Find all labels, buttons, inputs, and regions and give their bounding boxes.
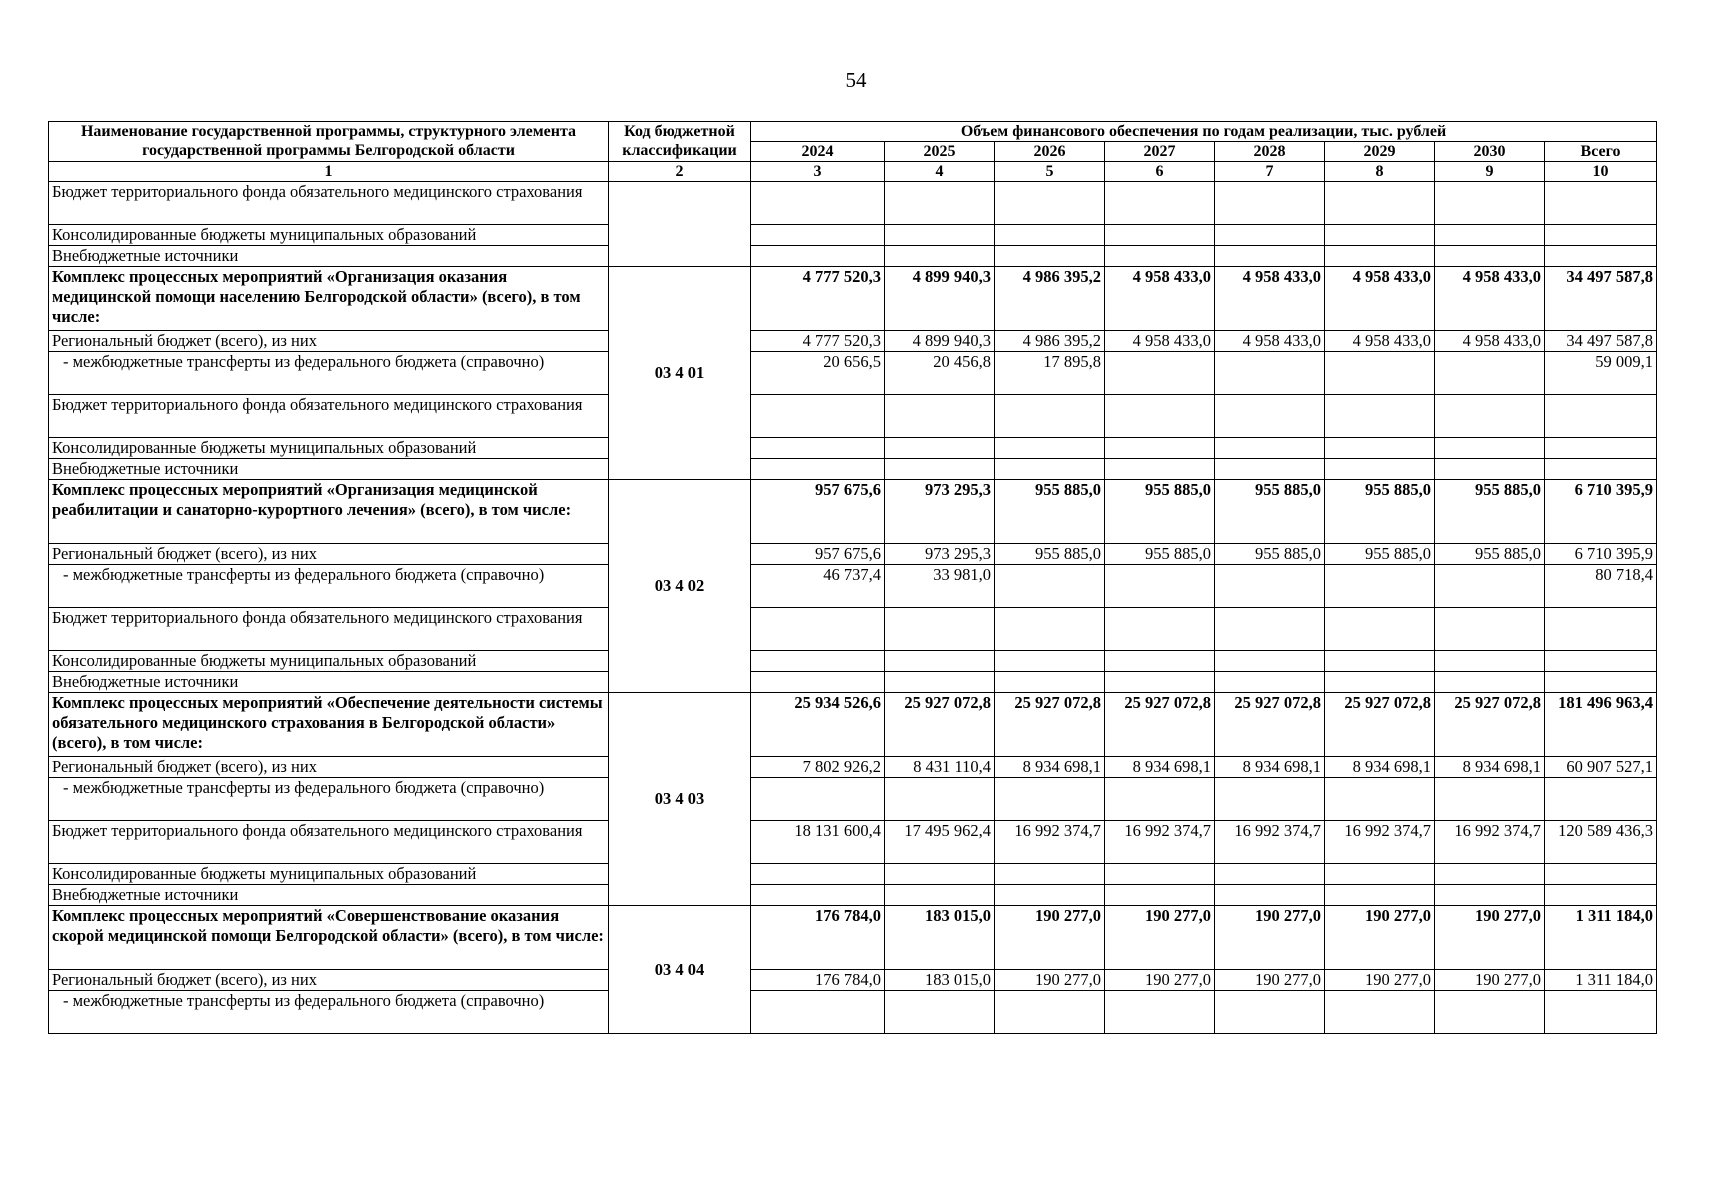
budget-code: 03 4 01 — [609, 267, 751, 480]
value-year: 17 895,8 — [995, 352, 1105, 395]
value-year — [751, 225, 885, 246]
table-row — [49, 395, 1657, 438]
value-year: 8 934 698,1 — [1435, 757, 1545, 778]
value-year — [1435, 246, 1545, 267]
value-year: 955 885,0 — [995, 544, 1105, 565]
value-year — [751, 991, 885, 1034]
column-number: 8 — [1325, 162, 1435, 182]
value-year — [751, 885, 885, 906]
value-year — [995, 225, 1105, 246]
budget-code: 03 4 02 — [609, 480, 751, 693]
value-year: 955 885,0 — [1325, 544, 1435, 565]
table-row-program — [49, 267, 1657, 331]
value-year — [1215, 459, 1325, 480]
value-year: 4 958 433,0 — [1105, 331, 1215, 352]
value-year — [885, 182, 995, 225]
table-row — [49, 885, 1657, 906]
page-number: 54 — [845, 68, 867, 92]
value-year — [1105, 672, 1215, 693]
value-year — [1105, 991, 1215, 1034]
header-name-column: Наименование государственной программы, структурного элемента государственной программы Белгородской области — [49, 122, 609, 162]
value-year — [1435, 672, 1545, 693]
value-year: 183 015,0 — [885, 970, 995, 991]
value-year — [1435, 651, 1545, 672]
value-year: 176 784,0 — [751, 906, 885, 970]
value-year — [1435, 565, 1545, 608]
value-year: 4 899 940,3 — [885, 267, 995, 331]
value-year — [751, 246, 885, 267]
value-year: 4 958 433,0 — [1325, 331, 1435, 352]
value-year — [1215, 651, 1325, 672]
value-year: 957 675,6 — [751, 480, 885, 544]
value-year: 8 934 698,1 — [995, 757, 1105, 778]
value-year — [1435, 608, 1545, 651]
value-total: 1 311 184,0 — [1545, 906, 1657, 970]
column-number: 9 — [1435, 162, 1545, 182]
value-year: 4 958 433,0 — [1215, 267, 1325, 331]
row-name: Бюджет территориального фонда обязательного медицинского страхования — [49, 395, 609, 438]
value-year — [885, 885, 995, 906]
header-code-column: Код бюджетной классификации — [609, 122, 751, 162]
value-year — [1435, 352, 1545, 395]
row-name: Региональный бюджет (всего), из них — [49, 970, 609, 991]
column-number: 3 — [751, 162, 885, 182]
table-row — [49, 331, 1657, 352]
value-year — [751, 182, 885, 225]
value-total: 34 497 587,8 — [1545, 331, 1657, 352]
table-row — [49, 672, 1657, 693]
value-year: 16 992 374,7 — [1105, 821, 1215, 864]
value-year — [1325, 565, 1435, 608]
value-year — [1325, 352, 1435, 395]
value-year — [995, 672, 1105, 693]
value-year: 8 431 110,4 — [885, 757, 995, 778]
value-year — [751, 459, 885, 480]
value-year — [995, 438, 1105, 459]
value-year: 955 885,0 — [995, 480, 1105, 544]
value-total — [1545, 672, 1657, 693]
column-number: 7 — [1215, 162, 1325, 182]
row-name: Консолидированные бюджеты муниципальных образований — [49, 864, 609, 885]
table-row — [49, 821, 1657, 864]
column-number: 5 — [995, 162, 1105, 182]
table-row — [49, 246, 1657, 267]
value-total: 181 496 963,4 — [1545, 693, 1657, 757]
header-year: 2028 — [1215, 142, 1325, 162]
table-row — [49, 225, 1657, 246]
table-row — [49, 565, 1657, 608]
value-year: 190 277,0 — [1215, 906, 1325, 970]
value-year: 955 885,0 — [1215, 544, 1325, 565]
value-year — [1215, 225, 1325, 246]
value-total: 6 710 395,9 — [1545, 544, 1657, 565]
value-year — [1215, 352, 1325, 395]
row-name: Региональный бюджет (всего), из них — [49, 331, 609, 352]
value-year — [1105, 246, 1215, 267]
value-year: 4 958 433,0 — [1435, 267, 1545, 331]
value-year — [885, 395, 995, 438]
budget-code: 03 4 03 — [609, 693, 751, 906]
value-year — [995, 885, 1105, 906]
value-year — [1435, 438, 1545, 459]
value-year: 190 277,0 — [1105, 906, 1215, 970]
row-name: Комплекс процессных мероприятий «Организация оказания медицинской помощи населению Белгородской области» (всего), в том числе: — [49, 267, 609, 331]
value-year — [1105, 395, 1215, 438]
value-year — [995, 991, 1105, 1034]
value-year — [1325, 864, 1435, 885]
value-year: 183 015,0 — [885, 906, 995, 970]
header-year: 2027 — [1105, 142, 1215, 162]
value-year — [1105, 565, 1215, 608]
value-year: 33 981,0 — [885, 565, 995, 608]
value-total — [1545, 885, 1657, 906]
header-year: 2030 — [1435, 142, 1545, 162]
value-year — [885, 225, 995, 246]
row-name: Консолидированные бюджеты муниципальных образований — [49, 651, 609, 672]
header-year: 2024 — [751, 142, 885, 162]
value-year: 46 737,4 — [751, 565, 885, 608]
value-year — [1325, 182, 1435, 225]
value-year — [1435, 778, 1545, 821]
value-year — [1325, 395, 1435, 438]
value-year: 4 777 520,3 — [751, 267, 885, 331]
value-year — [751, 651, 885, 672]
value-year — [995, 246, 1105, 267]
value-year — [1325, 651, 1435, 672]
table-row — [49, 778, 1657, 821]
value-year — [1435, 395, 1545, 438]
value-year — [1215, 885, 1325, 906]
value-year — [1325, 778, 1435, 821]
value-year — [1105, 608, 1215, 651]
value-total — [1545, 651, 1657, 672]
value-year — [1325, 672, 1435, 693]
value-year — [885, 246, 995, 267]
value-year: 190 277,0 — [1325, 970, 1435, 991]
value-year — [1435, 182, 1545, 225]
value-year — [1105, 885, 1215, 906]
value-year: 7 802 926,2 — [751, 757, 885, 778]
value-year — [1105, 459, 1215, 480]
table-row — [49, 182, 1657, 225]
row-name: Региональный бюджет (всего), из них — [49, 757, 609, 778]
value-year: 16 992 374,7 — [1435, 821, 1545, 864]
value-year: 176 784,0 — [751, 970, 885, 991]
value-year: 973 295,3 — [885, 480, 995, 544]
value-year: 16 992 374,7 — [995, 821, 1105, 864]
value-year: 955 885,0 — [1105, 480, 1215, 544]
value-year — [1325, 459, 1435, 480]
value-year: 16 992 374,7 — [1215, 821, 1325, 864]
value-year — [751, 438, 885, 459]
row-name: - межбюджетные трансферты из федерального бюджета (справочно) — [49, 778, 609, 821]
row-name: - межбюджетные трансферты из федерального бюджета (справочно) — [49, 565, 609, 608]
value-year — [1215, 778, 1325, 821]
value-year — [1215, 438, 1325, 459]
value-year — [885, 672, 995, 693]
row-name: - межбюджетные трансферты из федерального бюджета (справочно) — [49, 352, 609, 395]
value-year — [1325, 438, 1435, 459]
value-year — [995, 778, 1105, 821]
header-year: 2029 — [1325, 142, 1435, 162]
row-name: Консолидированные бюджеты муниципальных образований — [49, 225, 609, 246]
value-year: 18 131 600,4 — [751, 821, 885, 864]
table-row-program — [49, 693, 1657, 757]
value-year — [995, 608, 1105, 651]
value-total: 6 710 395,9 — [1545, 480, 1657, 544]
value-total — [1545, 182, 1657, 225]
value-year: 17 495 962,4 — [885, 821, 995, 864]
value-year: 25 927 072,8 — [1215, 693, 1325, 757]
value-year: 955 885,0 — [1435, 544, 1545, 565]
row-name: Бюджет территориального фонда обязательного медицинского страхования — [49, 608, 609, 651]
value-year: 955 885,0 — [1105, 544, 1215, 565]
value-year — [1105, 225, 1215, 246]
table-row-program — [49, 480, 1657, 544]
value-year — [885, 459, 995, 480]
column-number: 2 — [609, 162, 751, 182]
column-number: 4 — [885, 162, 995, 182]
value-year — [1435, 991, 1545, 1034]
value-year — [1215, 608, 1325, 651]
value-year — [1325, 991, 1435, 1034]
financing-table — [48, 121, 1657, 1034]
value-total — [1545, 991, 1657, 1034]
row-name: Бюджет территориального фонда обязательного медицинского страхования — [49, 821, 609, 864]
row-name: Комплекс процессных мероприятий «Совершенствование оказания скорой медицинской помощи Белгородской области» (всего), в том числе: — [49, 906, 609, 970]
value-year: 25 927 072,8 — [885, 693, 995, 757]
value-year — [885, 864, 995, 885]
value-year — [751, 778, 885, 821]
value-year: 4 777 520,3 — [751, 331, 885, 352]
value-year — [885, 651, 995, 672]
value-total — [1545, 438, 1657, 459]
value-year: 955 885,0 — [1435, 480, 1545, 544]
row-name: Внебюджетные источники — [49, 246, 609, 267]
value-total: 1 311 184,0 — [1545, 970, 1657, 991]
value-year: 190 277,0 — [1325, 906, 1435, 970]
row-name: Внебюджетные источники — [49, 672, 609, 693]
value-year: 4 958 433,0 — [1105, 267, 1215, 331]
header-row-1 — [49, 122, 1657, 142]
value-year — [1105, 651, 1215, 672]
value-year: 4 899 940,3 — [885, 331, 995, 352]
value-total: 60 907 527,1 — [1545, 757, 1657, 778]
header-row-numbers — [49, 162, 1657, 182]
value-year: 4 986 395,2 — [995, 331, 1105, 352]
value-year — [885, 778, 995, 821]
table-row — [49, 651, 1657, 672]
row-name: Внебюджетные источники — [49, 885, 609, 906]
value-year: 25 927 072,8 — [995, 693, 1105, 757]
value-total: 80 718,4 — [1545, 565, 1657, 608]
table-row — [49, 459, 1657, 480]
table-row — [49, 757, 1657, 778]
value-total — [1545, 459, 1657, 480]
value-year — [751, 395, 885, 438]
value-year — [995, 182, 1105, 225]
value-year: 190 277,0 — [995, 906, 1105, 970]
row-name: Комплекс процессных мероприятий «Организация медицинской реабилитации и санаторно-курортного лечения» (всего), в том числе: — [49, 480, 609, 544]
value-year: 8 934 698,1 — [1215, 757, 1325, 778]
value-year: 25 927 072,8 — [1325, 693, 1435, 757]
value-year: 16 992 374,7 — [1325, 821, 1435, 864]
value-total — [1545, 864, 1657, 885]
table-row — [49, 970, 1657, 991]
value-year — [1105, 778, 1215, 821]
value-year: 4 958 433,0 — [1325, 267, 1435, 331]
value-total: 120 589 436,3 — [1545, 821, 1657, 864]
value-year — [1435, 885, 1545, 906]
table-row — [49, 352, 1657, 395]
value-year — [995, 651, 1105, 672]
value-year — [1105, 864, 1215, 885]
value-year — [885, 608, 995, 651]
value-year: 190 277,0 — [1435, 906, 1545, 970]
value-year: 190 277,0 — [1215, 970, 1325, 991]
value-year — [995, 565, 1105, 608]
value-year — [1325, 885, 1435, 906]
value-year: 190 277,0 — [1435, 970, 1545, 991]
row-name: Внебюджетные источники — [49, 459, 609, 480]
header-year: 2025 — [885, 142, 995, 162]
value-year — [885, 991, 995, 1034]
value-year: 25 934 526,6 — [751, 693, 885, 757]
value-year — [1215, 395, 1325, 438]
header-volume-column: Объем финансового обеспечения по годам реализации, тыс. рублей — [751, 122, 1657, 142]
header-year: 2026 — [995, 142, 1105, 162]
row-name: Консолидированные бюджеты муниципальных образований — [49, 438, 609, 459]
value-year — [1215, 182, 1325, 225]
value-year — [751, 864, 885, 885]
row-name: Региональный бюджет (всего), из них — [49, 544, 609, 565]
value-year — [1325, 246, 1435, 267]
value-year: 8 934 698,1 — [1325, 757, 1435, 778]
value-year: 190 277,0 — [995, 970, 1105, 991]
value-year — [1215, 672, 1325, 693]
column-number: 1 — [49, 162, 609, 182]
table-row — [49, 544, 1657, 565]
budget-code — [609, 182, 751, 267]
header-total: Всего — [1545, 142, 1657, 162]
value-year — [1105, 182, 1215, 225]
row-name: Комплекс процессных мероприятий «Обеспечение деятельности системы обязательного медицинского страхования в Белгородской области» (всего), в том числе: — [49, 693, 609, 757]
value-year — [1105, 438, 1215, 459]
value-year — [1435, 225, 1545, 246]
value-year: 8 934 698,1 — [1105, 757, 1215, 778]
value-year — [995, 459, 1105, 480]
table-row-program — [49, 906, 1657, 970]
value-year — [995, 395, 1105, 438]
value-total: 59 009,1 — [1545, 352, 1657, 395]
table-row — [49, 864, 1657, 885]
value-year: 4 958 433,0 — [1215, 331, 1325, 352]
value-year: 20 456,8 — [885, 352, 995, 395]
value-year: 973 295,3 — [885, 544, 995, 565]
value-year — [885, 438, 995, 459]
value-total — [1545, 395, 1657, 438]
value-year: 190 277,0 — [1105, 970, 1215, 991]
value-year — [1435, 864, 1545, 885]
value-year: 20 656,5 — [751, 352, 885, 395]
value-year — [1435, 459, 1545, 480]
row-name: Бюджет территориального фонда обязательного медицинского страхования — [49, 182, 609, 225]
value-year — [751, 608, 885, 651]
column-number: 6 — [1105, 162, 1215, 182]
value-year — [1325, 608, 1435, 651]
value-year — [1325, 225, 1435, 246]
value-year: 955 885,0 — [1325, 480, 1435, 544]
value-total — [1545, 778, 1657, 821]
value-total — [1545, 246, 1657, 267]
row-name: - межбюджетные трансферты из федерального бюджета (справочно) — [49, 991, 609, 1034]
value-year: 25 927 072,8 — [1435, 693, 1545, 757]
value-year — [1215, 246, 1325, 267]
table-row — [49, 608, 1657, 651]
value-total: 34 497 587,8 — [1545, 267, 1657, 331]
value-year — [1215, 565, 1325, 608]
value-year: 955 885,0 — [1215, 480, 1325, 544]
table-row — [49, 438, 1657, 459]
value-year — [751, 672, 885, 693]
budget-code: 03 4 04 — [609, 906, 751, 1034]
value-year — [995, 864, 1105, 885]
value-year — [1215, 991, 1325, 1034]
value-year: 4 958 433,0 — [1435, 331, 1545, 352]
table-row — [49, 991, 1657, 1034]
value-year — [1215, 864, 1325, 885]
value-year: 4 986 395,2 — [995, 267, 1105, 331]
value-year: 957 675,6 — [751, 544, 885, 565]
value-year — [1105, 352, 1215, 395]
value-total — [1545, 608, 1657, 651]
column-number: 10 — [1545, 162, 1657, 182]
value-total — [1545, 225, 1657, 246]
value-year: 25 927 072,8 — [1105, 693, 1215, 757]
